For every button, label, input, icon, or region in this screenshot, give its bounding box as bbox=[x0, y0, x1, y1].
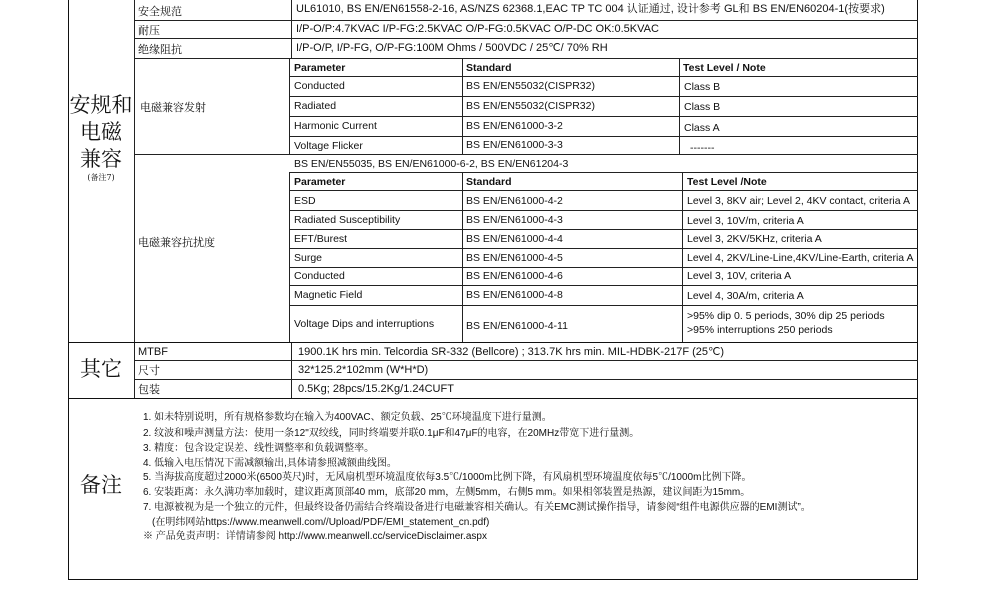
mtbf-label: MTBF bbox=[138, 346, 168, 358]
immunity-row-standard: BS EN/EN61000-4-6 bbox=[466, 270, 563, 282]
immunity-row-standard: BS EN/EN61000-4-2 bbox=[466, 195, 563, 207]
immunity-row-level: Level 3, 10V/m, criteria A bbox=[687, 215, 804, 227]
immunity-row-parameter: Magnetic Field bbox=[294, 289, 363, 301]
spec-sheet bbox=[68, 0, 918, 580]
emission-header-standard: Standard bbox=[466, 62, 512, 74]
immunity-row-parameter: Voltage Dips and interruptions bbox=[294, 318, 435, 330]
others-group-label: 其它 bbox=[80, 357, 122, 381]
immunity-header-level: Test Level /Note bbox=[687, 176, 767, 188]
emission-header-parameter: Parameter bbox=[294, 62, 346, 74]
withstand-voltage-label: 耐压 bbox=[138, 24, 160, 37]
note-line: 5. 当海拔高度超过2000米(6500英尺)时，无风扇机型环境温度依每3.5℃/1000m比例下降，有风扇机型环境温度依每5℃/1000m比例下降。 bbox=[143, 472, 752, 483]
emission-row-parameter: Harmonic Current bbox=[294, 120, 377, 132]
group-label-line: 电磁 bbox=[80, 120, 122, 144]
packing-label: 包装 bbox=[138, 383, 160, 396]
emission-row-standard: BS EN/EN61000-3-2 bbox=[466, 120, 563, 132]
safety-standards-label: 安全规范 bbox=[138, 5, 182, 18]
note-line: 7. 电源被视为是一个独立的元件，但最终设备仍需结合终端设备进行电磁兼容相关确认。有关EMC测试操作指导，请参阅“组件电源供应器的EMI测试”。 bbox=[143, 502, 811, 513]
dimension-value: 32*125.2*102mm (W*H*D) bbox=[298, 364, 429, 376]
immunity-row-parameter: Conducted bbox=[294, 270, 345, 282]
immunity-row-level: Level 4, 30A/m, criteria A bbox=[687, 290, 804, 302]
immunity-row-level: >95% dip 0. 5 periods, 30% dip 25 periods bbox=[687, 310, 885, 322]
note-line: 2. 纹波和噪声测量方法：使用一条12"双绞线，同时终端要并联0.1μF和47μF的电容，在20MHz带宽下进行量测。 bbox=[143, 428, 640, 439]
notes-group-label: 备注 bbox=[80, 473, 122, 497]
group-label-note: (备注7) bbox=[87, 173, 115, 182]
withstand-voltage-value: I/P-O/P:4.7KVAC I/P-FG:2.5KVAC O/P-FG:0.5KVAC O/P-DC OK:0.5KVAC bbox=[296, 23, 659, 35]
mtbf-value: 1900.1K hrs min. Telcordia SR-332 (Bellcore) ; 313.7K hrs min. MIL-HDBK-217F (25℃) bbox=[298, 346, 725, 358]
emission-row-parameter: Voltage Flicker bbox=[294, 140, 363, 152]
safety-emc-group-label bbox=[68, 92, 134, 183]
immunity-row-standard: BS EN/EN61000-4-4 bbox=[466, 233, 563, 245]
immunity-row-level: Level 3, 2KV/5KHz, criteria A bbox=[687, 233, 822, 245]
emc-immunity-label: 电磁兼容抗扰度 bbox=[138, 236, 215, 249]
isolation-resistance-value: I/P-O/P, I/P-FG, O/P-FG:100M Ohms / 500VDC / 25℃/ 70% RH bbox=[296, 42, 608, 54]
emission-row-level: Class B bbox=[684, 81, 721, 93]
packing-value: 0.5Kg; 28pcs/15.2Kg/1.24CUFT bbox=[298, 383, 454, 395]
emission-row-level: Class B bbox=[684, 101, 721, 113]
disclaimer-line: ※ 产品免责声明：详情请参阅 http://www.meanwell.cc/serviceDisclaimer.aspx bbox=[143, 531, 487, 542]
emission-row-parameter: Conducted bbox=[294, 80, 345, 92]
note-line: 3. 精度：包含设定误差、线性调整率和负载调整率。 bbox=[143, 443, 375, 454]
note-line: 6. 安装距离：永久满功率加载时，建议距离顶部40 mm，底部20 mm，左侧5mm，右侧5 mm。如果相邻装置是热源，建议间距为15mm。 bbox=[143, 487, 751, 498]
emission-row-standard: BS EN/EN55032(CISPR32) bbox=[466, 100, 595, 112]
emission-header-level: Test Level / Note bbox=[683, 62, 766, 74]
emission-row-level: Class A bbox=[684, 122, 720, 134]
immunity-row-standard: BS EN/EN61000-4-11 bbox=[466, 320, 568, 332]
immunity-row-level: >95% interruptions 250 periods bbox=[687, 324, 833, 336]
group-label-line: 安规和 bbox=[69, 93, 133, 117]
immunity-row-standard: BS EN/EN61000-4-5 bbox=[466, 252, 563, 264]
emc-emission-label: 电磁兼容发射 bbox=[140, 101, 206, 114]
immunity-header-parameter: Parameter bbox=[294, 176, 346, 188]
immunity-row-standard: BS EN/EN61000-4-3 bbox=[466, 214, 563, 226]
emission-row-parameter: Radiated bbox=[294, 100, 337, 112]
immunity-row-parameter: EFT/Burest bbox=[294, 233, 348, 245]
immunity-row-level: Level 4, 2KV/Line-Line,4KV/Line-Earth, criteria A bbox=[687, 252, 914, 264]
immunity-row-standard: BS EN/EN61000-4-8 bbox=[466, 289, 563, 301]
safety-standards-value: UL61010, BS EN/EN61558-2-16, AS/NZS 62368.1,EAC TP TC 004 认证通过, 设计参考 GL和 BS EN/EN60204-1(按要求) bbox=[296, 3, 885, 15]
immunity-row-parameter: ESD bbox=[294, 195, 316, 207]
group-label-line: 兼容 bbox=[80, 147, 122, 171]
immunity-row-level: Level 3, 10V, criteria A bbox=[687, 270, 792, 282]
immunity-summary: BS EN/EN55035, BS EN/EN61000-6-2, BS EN/EN61204-3 bbox=[294, 158, 569, 170]
note-link-line: (在明纬网站https://www.meanwell.com//Upload/PDF/EMI_statement_cn.pdf) bbox=[152, 517, 490, 528]
emission-row-standard: BS EN/EN61000-3-3 bbox=[466, 139, 563, 151]
emission-row-level: ------- bbox=[690, 142, 715, 154]
emission-row-standard: BS EN/EN55032(CISPR32) bbox=[466, 80, 595, 92]
note-line: 4. 低输入电压情况下需减额输出,具体请参照减额曲线图。 bbox=[143, 458, 397, 469]
immunity-row-parameter: Surge bbox=[294, 252, 323, 264]
immunity-row-level: Level 3, 8KV air; Level 2, 4KV contact, criteria A bbox=[687, 195, 910, 207]
isolation-resistance-label: 绝缘阻抗 bbox=[138, 43, 182, 56]
immunity-row-parameter: Radiated Susceptibility bbox=[294, 214, 401, 226]
immunity-header-standard: Standard bbox=[466, 176, 512, 188]
note-line: 1. 如未特别说明，所有规格参数均在输入为400VAC、额定负载、25℃环境温度下进行量测。 bbox=[143, 412, 552, 423]
dimension-label: 尺寸 bbox=[138, 364, 160, 377]
